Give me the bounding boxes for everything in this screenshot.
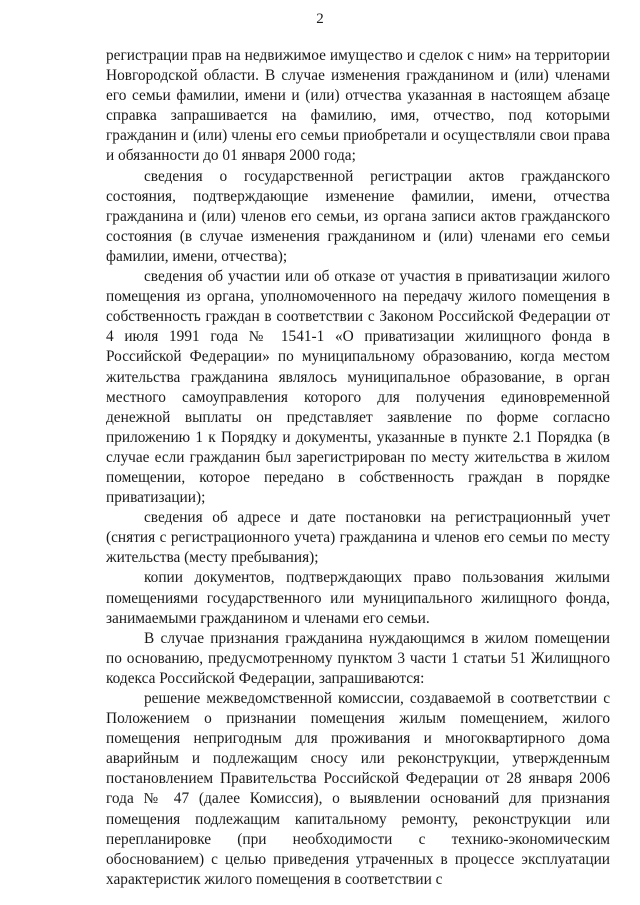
paragraph-registration-address: сведения об адресе и дате постановки на регистрационный учет (снятия с регистрационного учета) гражданина и членов его семьи по месту жительства (месту пребывания); (106, 509, 610, 567)
paragraph-interdepartmental-commission: решение межведомственной комиссии, создаваемой в соответствии с Положением о признании помещения жилым помещением, жилого помещения непригодным для проживания и многоквартирного дома аварийным и подлежащим сносу или реконструкции, утвержденным постановлением Правительства Российской Федерации от 28 января 2006 года № 47 (далее Комиссия), о выявлении оснований для признания помещения подлежащим капитальному ремонту, реконструкции или перепланировке (при необходимости с технико-экономическим обоснованием) с целью приведения утраченных в процессе эксплуатации характеристик жилого помещения в соответствии с (106, 690, 610, 888)
paragraph-housing-right-documents: копии документов, подтверждающих право пользования жилыми помещениями государственного или муниципального жилищного фонда, занимаемыми гражданином и членами его семьи. (106, 569, 610, 627)
document-body (106, 46, 610, 890)
page-number: 2 (316, 11, 324, 27)
paragraph-property-registration-certificate: регистрации прав на недвижимое имущество и сделок с ним» на территории Новгородской области. В случае изменения гражданином и (или) членами его семьи фамилии, имени и (или) отчества указанная в настоящем абзаце справка запрашивается на фамилию, имя, отчество, под которыми гражданин и (или) члены его семьи приобретали и осуществляли свои права и обязанности до 01 января 2000 года; (106, 47, 610, 165)
paragraph-privatization-participation: сведения об участии или об отказе от участия в приватизации жилого помещения из органа, уполномоченного на передачу жилого помещения в собственность граждан в соответствии с Законом Российской Федерации от 4 июля 1991 года № 1541-1 «О приватизации жилищного фонда в Российской Федерации» по муниципальному образованию, когда местом жительства гражданина являлось муниципальное образование, в орган местного самоуправления которого для получения единовременной денежной выплаты он представляет заявление по форме согласно приложению 1 к Порядку и документы, указанные в пункте 2.1 Порядка (в случае если гражданин был зарегистрирован по месту жительства в жилом помещении, которое передано в собственность граждан в порядке приватизации); (106, 268, 610, 507)
paragraph-need-recognition-request: В случае признания гражданина нуждающимся в жилом помещении по основанию, предусмотренному пунктом 3 части 1 статьи 51 Жилищного кодекса Российской Федерации, запрашиваются: (106, 629, 610, 687)
paragraph-civil-status-records: сведения о государственной регистрации актов гражданского состояния, подтверждающие изменение фамилии, имени, отчества гражданина и (или) членов его семьи, из органа записи актов гражданского состояния (в случае изменения гражданином и (или) членами его семьи фамилии, имени, отчества); (106, 167, 610, 265)
